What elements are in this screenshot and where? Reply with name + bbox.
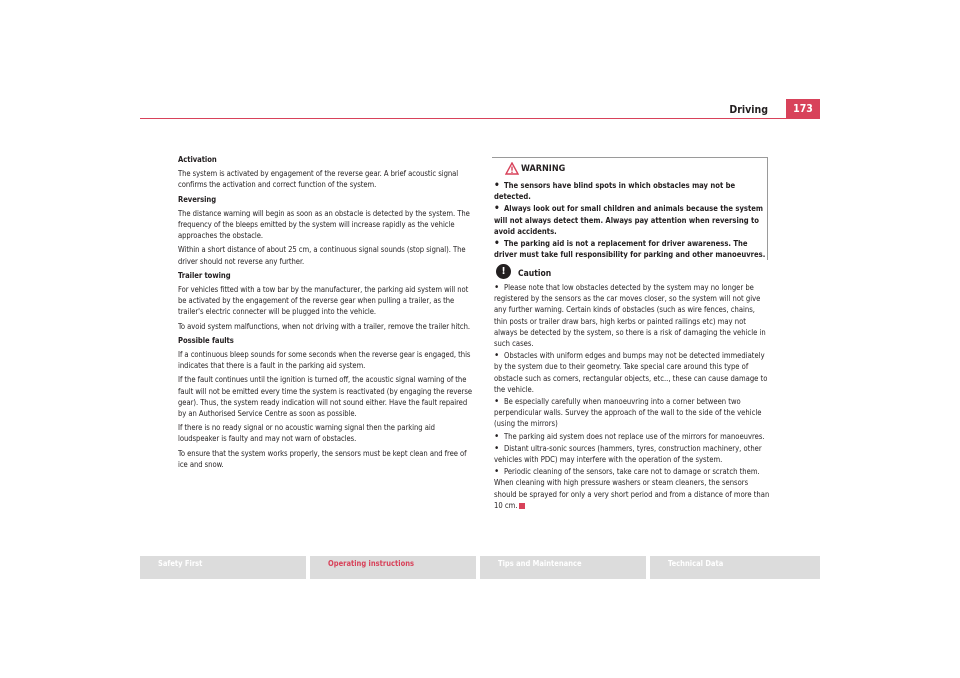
bullet-icon: • [494, 238, 500, 250]
warning-header [505, 162, 765, 178]
caution-item: • Obstacles with uniform edges and bumps may not be detected immediately by the system due to their geometry. Take special care around this type of obstacle such as corners, rectangular objects, etc.., these can cause damage to the vehicle. [494, 350, 768, 394]
warning-title: WARNING [521, 164, 566, 174]
paragraph: The distance warning will begin as soon as an obstacle is detected by the system. The frequency of the bleeps emitted by the system will increase rapidly as the vehicle approaches the obstacle. [178, 208, 470, 241]
warning-item: • Always look out for small children and animals because the system will not always detect them. Always pay attention when reversing to avoid accidents. [494, 203, 763, 236]
bullet-icon: • [494, 180, 500, 191]
bullet-icon: • [494, 282, 500, 293]
caution-item: • Please note that low obstacles detected by the system may no longer be registered by the sensors as the car moves closer, so the system will not give any further warning. Certain kinds of obstacles (such as wire fences, chains, thin posts or trailer draw bars, high kerbs or painted railings etc) may not always be detected by the system, so there is a risk of damaging the vehicle in such cases. [494, 282, 766, 349]
heading-possible-faults: Possible faults [178, 335, 234, 345]
bullet-icon: • [494, 203, 500, 215]
warning-item: • The parking aid is not a replacement for driver awareness. The driver must take full responsibility for parking and other manoeuvres. [494, 238, 766, 260]
caution-item: • Distant ultra-sonic sources (hammers, tyres, construction machinery, other vehicles with PDC) may interfere with the operation of the system. [494, 442, 762, 465]
page-section-title: Driving [729, 104, 768, 116]
warning-item: • The sensors have blind spots in which obstacles may not be detected. [494, 180, 736, 202]
left-column [178, 154, 472, 473]
paragraph: To ensure that the system works properly, the sensors must be kept clean and free of ice and snow. [178, 448, 467, 469]
warning-triangle-icon [505, 162, 519, 175]
bullet-icon: • [494, 442, 500, 454]
caution-item: • Periodic cleaning of the sensors, take care not to damage or scratch them. When cleaning with high pressure washers or steam cleaners, the sensors should be sprayed for only a very short period and from a distance of more than 10 cm. [494, 466, 770, 510]
heading-activation: Activation [178, 155, 217, 164]
caution-item: • The parking aid system does not replace use of the mirrors for manoeuvres. [494, 430, 765, 442]
caution-title: Caution [518, 269, 552, 279]
caution-header [496, 264, 696, 284]
footer-tab-operating-instructions[interactable]: Operating instructions [310, 556, 476, 579]
warning-list [494, 180, 766, 261]
paragraph: The system is activated by engagement of the reverse gear. A brief acoustic signal confirms the activation and correct function of the system. [178, 169, 459, 190]
bullet-icon: • [494, 350, 500, 362]
page-number: 173 [786, 99, 820, 119]
paragraph: If the fault continues until the ignition is turned off, the acoustic signal warning of the fault will not be emitted every time the system is reactivated (by engaging the reverse gear). Thus, the system ready indication will not sound either. Have the fault repaired by an Authorised Service Centre as soon as possible. [178, 375, 472, 419]
caution-exclamation-icon: ! [496, 264, 511, 279]
bullet-icon: • [494, 396, 500, 408]
paragraph: To avoid system malfunctions, when not driving with a trailer, remove the trailer hitch. [178, 321, 470, 331]
heading-trailer-towing: Trailer towing [178, 270, 231, 280]
footer-tab-technical-data[interactable]: Technical Data [650, 556, 820, 579]
caution-item: • Be especially carefully when manoeuvring into a corner between two perpendicular walls. Survey the approach of the wall to the side of the vehicle (using the mirrors) [494, 396, 762, 429]
end-of-section-icon [519, 503, 525, 509]
paragraph: If a continuous bleep sounds for some seconds when the reverse gear is engaged, this indicates that there is a fault in the parking aid system. [178, 350, 471, 371]
header-rule [140, 118, 820, 119]
footer-tab-tips-and-maintenance[interactable]: Tips and Maintenance [480, 556, 646, 579]
footer-tab-safety-first[interactable]: Safety First [140, 556, 306, 579]
bullet-icon: • [494, 430, 500, 442]
caution-list [494, 282, 770, 512]
bullet-icon: • [494, 466, 500, 478]
heading-reversing: Reversing [178, 194, 217, 204]
paragraph: If there is no ready signal or no acoustic warning signal then the parking aid loudspeaker is faulty and may not warn of obstacles. [178, 423, 435, 444]
paragraph: For vehicles fitted with a tow bar by the manufacturer, the parking aid system will not be activated by the engagement of the reverse gear when pulling a trailer, as the trailer's electric connecter will be plugged into the vehicle. [178, 285, 469, 317]
paragraph: Within a short distance of about 25 cm, a continuous signal sounds (stop signal). The driver should not reverse any further. [178, 245, 466, 266]
